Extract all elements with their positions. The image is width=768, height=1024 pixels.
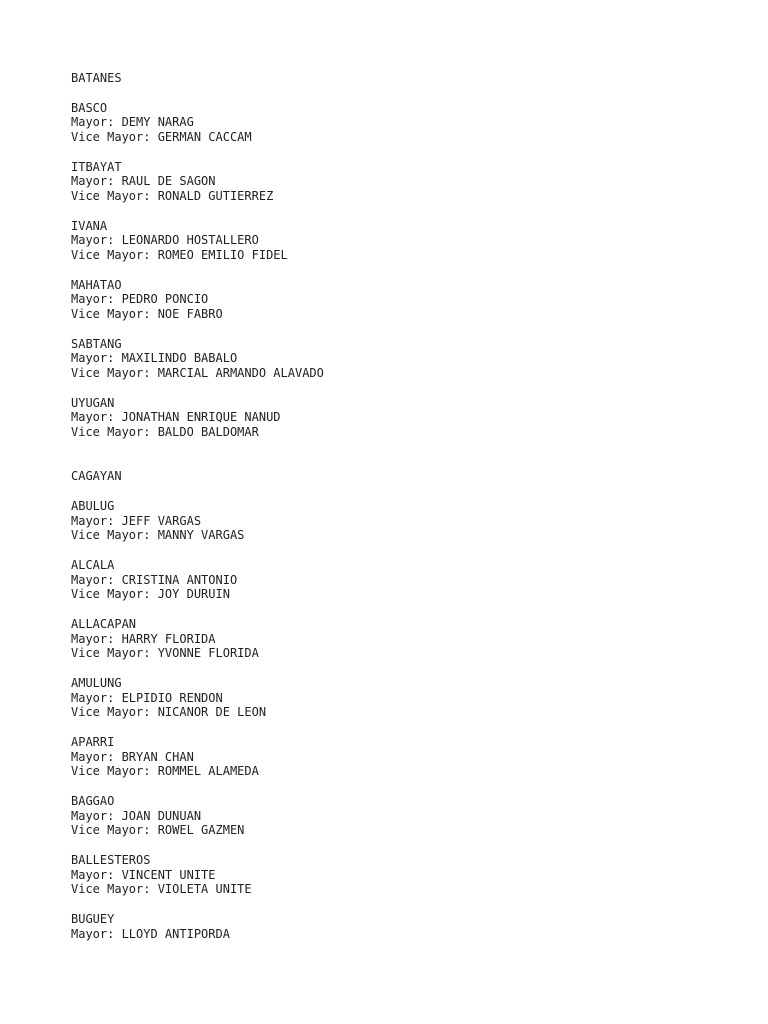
mayor-line: Mayor: PEDRO PONCIO [71, 292, 209, 307]
town-entry [71, 160, 731, 204]
mayor-line: Mayor: MAXILINDO BABALO [71, 351, 238, 366]
vice-mayor-line: Vice Mayor: MANNY VARGAS [71, 528, 245, 543]
mayor-line: Mayor: CRISTINA ANTONIO [71, 572, 238, 587]
town-entry [71, 853, 731, 897]
town-entry [71, 219, 731, 263]
vice-mayor-line: Vice Mayor: GERMAN CACCAM [71, 130, 252, 144]
town-entry [71, 912, 731, 942]
mayor-line: Mayor: JEFF VARGAS [71, 513, 202, 528]
town-entry [71, 278, 731, 322]
town-entry [71, 617, 731, 661]
town-name: ABULUG [71, 498, 115, 513]
mayor-line: Mayor: HARRY FLORIDA [71, 631, 216, 646]
town-name: BAGGAO [71, 793, 115, 808]
town-name: APARRI [71, 734, 115, 749]
mayor-line: Mayor: LLOYD ANTIPORDA [71, 926, 230, 941]
vice-mayor-line: Vice Mayor: NOE FABRO [71, 307, 223, 321]
mayor-line: Mayor: ELPIDIO RENDON [71, 690, 223, 705]
town-name: BUGUEY [71, 911, 115, 926]
vice-mayor-line: Vice Mayor: ROMEO EMILIO FIDEL [71, 248, 288, 262]
vice-mayor-line: Vice Mayor: YVONNE FLORIDA [71, 646, 259, 661]
mayor-line: Mayor: JONATHAN ENRIQUE NANUD [71, 410, 281, 425]
section-spacer [71, 455, 731, 470]
vice-mayor-line: Vice Mayor: ROWEL GAZMEN [71, 823, 245, 838]
town-entry [71, 101, 731, 145]
town-entry [71, 676, 731, 720]
mayor-line: Mayor: LEONARDO HOSTALLERO [71, 233, 259, 248]
town-entry [71, 396, 731, 440]
town-name: ALCALA [71, 557, 115, 572]
mayor-line: Mayor: BRYAN CHAN [71, 749, 194, 764]
vice-mayor-line: Vice Mayor: MARCIAL ARMANDO ALAVADO [71, 366, 324, 380]
province-heading: CAGAYAN [71, 469, 122, 484]
town-name: BALLESTEROS [71, 852, 151, 867]
town-name: ITBAYAT [71, 159, 122, 174]
vice-mayor-line: Vice Mayor: ROMMEL ALAMEDA [71, 764, 259, 779]
mayor-line: Mayor: JOAN DUNUAN [71, 808, 202, 823]
town-name: IVANA [71, 218, 108, 233]
mayor-line: Mayor: RAUL DE SAGON [71, 174, 216, 189]
document-page [71, 71, 731, 956]
vice-mayor-line: Vice Mayor: RONALD GUTIERREZ [71, 189, 274, 203]
vice-mayor-line: Vice Mayor: VIOLETA UNITE [71, 882, 252, 897]
town-entry [71, 794, 731, 838]
town-entry [71, 499, 731, 543]
mayor-line: Mayor: VINCENT UNITE [71, 867, 216, 882]
town-entry [71, 735, 731, 779]
province-heading: BATANES [71, 71, 122, 85]
town-name: SABTANG [71, 336, 122, 351]
vice-mayor-line: Vice Mayor: BALDO BALDOMAR [71, 425, 259, 439]
town-entry [71, 337, 731, 381]
town-name: MAHATAO [71, 277, 122, 292]
vice-mayor-line: Vice Mayor: NICANOR DE LEON [71, 705, 267, 720]
vice-mayor-line: Vice Mayor: JOY DURUIN [71, 587, 230, 602]
town-name: ALLACAPAN [71, 616, 137, 631]
mayor-line: Mayor: DEMY NARAG [71, 115, 194, 130]
town-name: BASCO [71, 100, 108, 115]
town-name: AMULUNG [71, 675, 122, 690]
town-entry [71, 558, 731, 602]
town-name: UYUGAN [71, 395, 115, 410]
